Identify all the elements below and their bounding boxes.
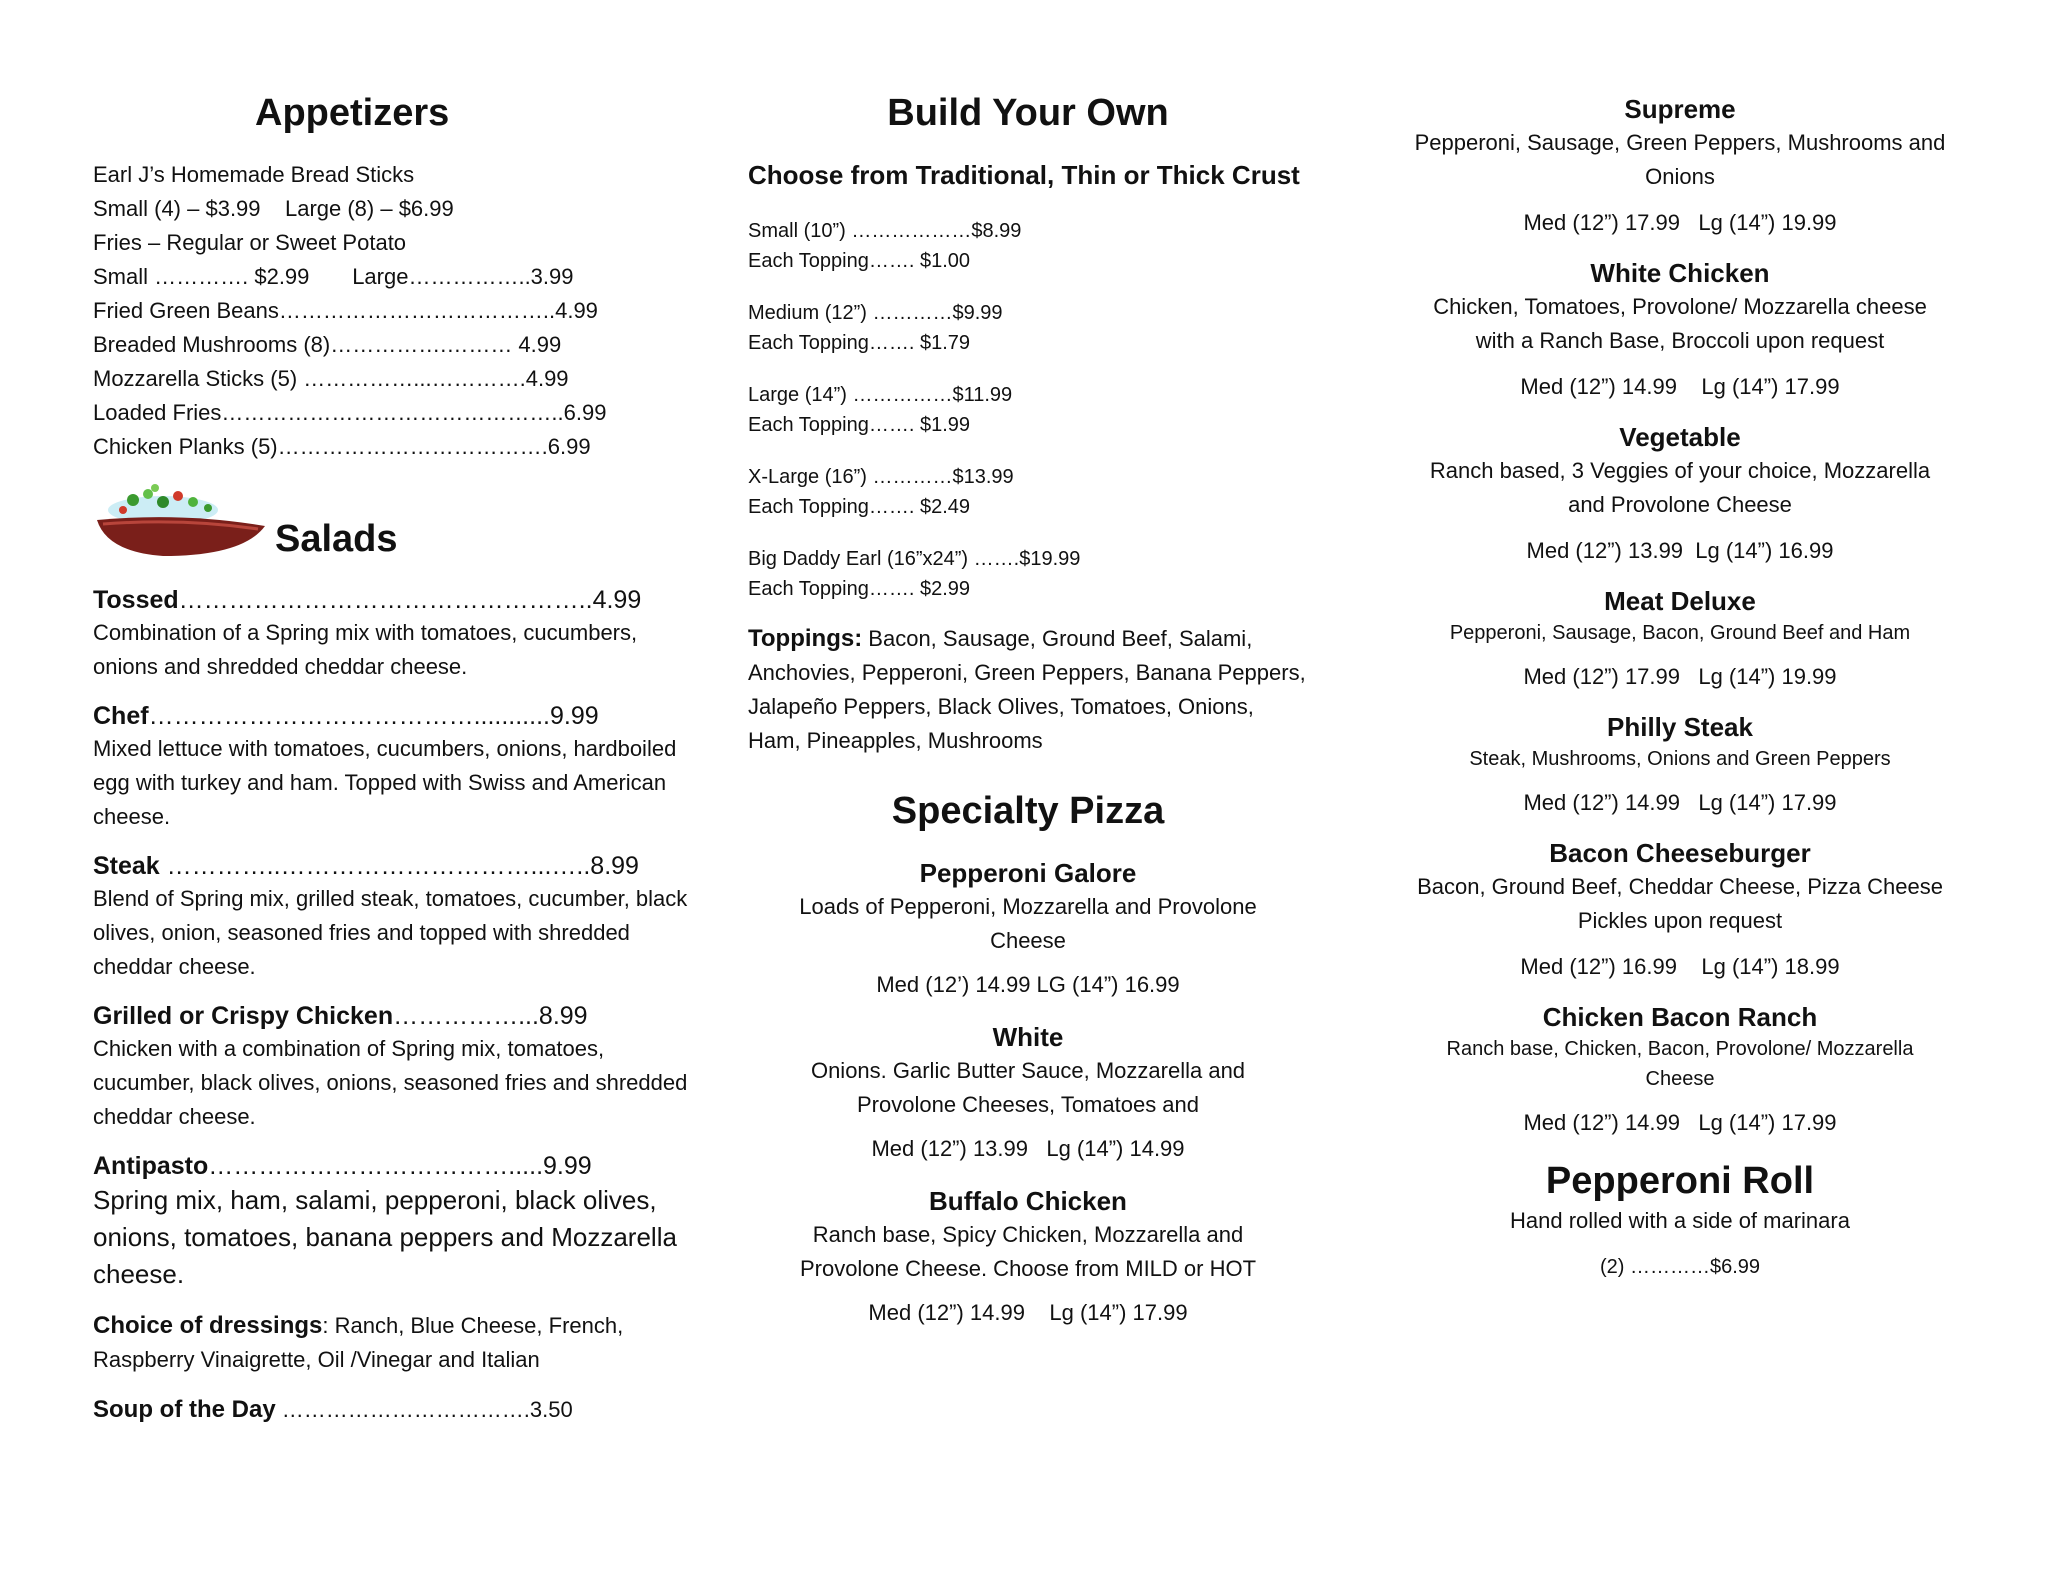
dressings-text: : Ranch, Blue Cheese, French, Raspberry Vinaigrette, Oil /Vinegar and Italian xyxy=(93,1313,624,1372)
pizza-name: Chicken Bacon Ranch xyxy=(1542,1002,1818,1032)
pizza-description: Steak, Mushrooms, Onions and Green Peppers xyxy=(1469,748,1891,770)
pizza-list xyxy=(1390,92,1970,1282)
crust-choice: Choose from Traditional, Thin or Thick Crust xyxy=(748,160,1300,190)
pizza-name: White xyxy=(992,1022,1064,1052)
pizza-price: Med (12”) 13.99 Lg (14”) 16.99 xyxy=(1526,538,1834,563)
size-price: Big Daddy Earl (16”x24”) …….$19.99 xyxy=(748,548,1081,570)
size-block xyxy=(748,462,1348,522)
pizza-description: Pepperoni, Sausage, Bacon, Ground Beef and Ham xyxy=(1449,622,1911,644)
pizza-price: Med (12”) 14.99 Lg (14”) 17.99 xyxy=(1523,790,1837,815)
pizza-name: Vegetable xyxy=(1619,422,1741,452)
specialty-list xyxy=(748,856,1308,1328)
salad-name: Tossed xyxy=(93,586,179,614)
pepperoni-roll-price: (2) …………$6.99 xyxy=(1599,1256,1761,1278)
pizza-name: Bacon Cheeseburger xyxy=(1549,838,1811,868)
soup-label: Soup of the Day xyxy=(93,1396,276,1423)
soup-price: …………………………….3.50 xyxy=(275,1397,573,1422)
salad-item xyxy=(93,700,693,834)
pizza-item xyxy=(1390,92,1970,238)
toppings-label: Toppings: xyxy=(748,625,863,652)
topping-price: Each Topping……. $2.49 xyxy=(748,496,971,518)
pizza-item xyxy=(1390,1000,1970,1138)
salad-price: …………………………………...........9.99 xyxy=(148,702,599,730)
appetizers-heading: Appetizers xyxy=(255,92,450,134)
specialty-item xyxy=(748,856,1308,1000)
salad-item xyxy=(93,850,693,984)
salad-description: Blend of Spring mix, grilled steak, tomatoes, cucumber, black olives, onion, seasoned fries and topped with shredded cheddar cheese. xyxy=(93,886,688,979)
pizza-description: Chicken, Tomatoes, Provolone/ Mozzarella cheese with a Ranch Base, Broccoli upon request xyxy=(1433,294,1927,353)
appetizer-line: Chicken Planks (5)……………………………….6.99 xyxy=(93,434,591,459)
size-block xyxy=(748,298,1348,358)
pizza-price: Med (12”) 14.99 Lg (14”) 17.99 xyxy=(868,1300,1188,1325)
specialty-item xyxy=(748,1184,1308,1328)
appetizers-list xyxy=(93,158,713,464)
pizza-price: Med (12’) 14.99 LG (14”) 16.99 xyxy=(876,972,1180,997)
pizza-name: White Chicken xyxy=(1590,258,1770,288)
salad-description: Mixed lettuce with tomatoes, cucumbers, onions, hardboiled egg with turkey and ham. Topped with Swiss and American cheese. xyxy=(93,736,677,829)
size-block xyxy=(748,544,1348,604)
pizza-description: Bacon, Ground Beef, Cheddar Cheese, Pizza Cheese Pickles upon request xyxy=(1417,874,1943,933)
size-list xyxy=(748,216,1348,758)
size-price: Large (14”) ……………$11.99 xyxy=(748,384,1013,406)
appetizer-line: Fries – Regular or Sweet Potato xyxy=(93,230,407,255)
soup-of-the-day xyxy=(93,1393,693,1427)
size-price: X-Large (16”) …………$13.99 xyxy=(748,466,1014,488)
toppings xyxy=(748,622,1308,758)
salad-item xyxy=(93,1150,693,1293)
pizza-item xyxy=(1390,420,1970,566)
salad-price: …………..…………………………...…..8.99 xyxy=(159,852,639,880)
pizza-description: Ranch based, 3 Veggies of your choice, Mozzarella and Provolone Cheese xyxy=(1429,458,1931,517)
salad-name: Antipasto xyxy=(93,1152,209,1180)
appetizer-line: Fried Green Beans………………………………..4.99 xyxy=(93,298,598,323)
pizza-item xyxy=(1390,256,1970,402)
pizza-price: Med (12”) 17.99 Lg (14”) 19.99 xyxy=(1523,664,1837,689)
pizza-item xyxy=(1390,836,1970,982)
salad-price: ……………………………….....9.99 xyxy=(208,1152,592,1180)
pizza-description: Onions. Garlic Butter Sauce, Mozzarella and Provolone Cheeses, Tomatoes and xyxy=(810,1058,1246,1117)
dressings-label: Choice of dressings xyxy=(93,1312,323,1339)
size-price: Medium (12”) …………$9.99 xyxy=(748,302,1003,324)
salad-description: Combination of a Spring mix with tomatoes, cucumbers, onions and shredded cheddar cheese. xyxy=(93,620,638,679)
pizza-description: Ranch base, Chicken, Bacon, Provolone/ Mozzarella Cheese xyxy=(1446,1038,1914,1090)
size-block xyxy=(748,380,1348,440)
salad-item xyxy=(93,584,693,684)
topping-price: Each Topping……. $1.79 xyxy=(748,332,971,354)
pizza-price: Med (12”) 17.99 Lg (14”) 19.99 xyxy=(1523,210,1837,235)
appetizer-line: Loaded Fries………………………………………..6.99 xyxy=(93,400,607,425)
topping-price: Each Topping……. $2.99 xyxy=(748,578,971,600)
salad-name: Steak xyxy=(93,852,160,880)
pizza-description: Ranch base, Spicy Chicken, Mozzarella and Provolone Cheese. Choose from MILD or HOT xyxy=(799,1222,1257,1281)
salad-description: Spring mix, ham, salami, pepperoni, black olives, onions, tomatoes, banana peppers and Mozzarella cheese. xyxy=(93,1185,677,1289)
appetizer-line: Small …………. $2.99 Large……………..3.99 xyxy=(93,264,574,289)
pizza-name: Philly Steak xyxy=(1607,712,1753,742)
pizza-description: Loads of Pepperoni, Mozzarella and Provolone Cheese xyxy=(799,894,1257,953)
salad-bowl-icon xyxy=(93,482,273,562)
appetizer-line: Earl J’s Homemade Bread Sticks xyxy=(93,162,415,187)
pizza-price: Med (12”) 14.99 Lg (14”) 17.99 xyxy=(1520,374,1840,399)
salad-price: …………………………………………..4.99 xyxy=(178,586,642,614)
pizza-name: Supreme xyxy=(1624,94,1736,124)
pizza-price: Med (12”) 16.99 Lg (14”) 18.99 xyxy=(1520,954,1840,979)
pizza-name: Meat Deluxe xyxy=(1604,586,1756,616)
appetizer-line: Small (4) – $3.99 Large (8) – $6.99 xyxy=(93,196,454,221)
pizza-item xyxy=(1390,584,1970,692)
salad-name: Grilled or Crispy Chicken xyxy=(93,1002,394,1030)
build-your-own-heading: Build Your Own xyxy=(887,92,1169,134)
salad-name: Chef xyxy=(93,702,149,730)
topping-price: Each Topping……. $1.00 xyxy=(748,250,971,272)
size-block xyxy=(748,216,1348,276)
dressings xyxy=(93,1309,693,1377)
appetizer-line: Breaded Mushrooms (8)…………….……… 4.99 xyxy=(93,332,562,357)
salads-list xyxy=(93,584,693,1427)
pizza-item xyxy=(1390,710,1970,818)
pizza-price: Med (12”) 14.99 Lg (14”) 17.99 xyxy=(1523,1110,1837,1135)
pepperoni-roll-description: Hand rolled with a side of marinara xyxy=(1510,1208,1850,1233)
salad-price: ……………...8.99 xyxy=(393,1002,588,1030)
specialty-pizza-heading: Specialty Pizza xyxy=(891,790,1165,832)
size-price: Small (10”) ………………$8.99 xyxy=(748,220,1022,242)
pizza-description: Pepperoni, Sausage, Green Peppers, Mushrooms and Onions xyxy=(1414,130,1946,189)
appetizer-line: Mozzarella Sticks (5) ……………...………….4.99 xyxy=(93,366,569,391)
specialty-item xyxy=(748,1020,1308,1164)
toppings-text: Bacon, Sausage, Ground Beef, Salami, Anchovies, Pepperoni, Green Peppers, Banana Peppers, Jalapeño Peppers, Black Olives, Tomatoes, Onions, Ham, Pineapples, Mushrooms xyxy=(748,626,1306,753)
pizza-name: Pepperoni Galore xyxy=(919,858,1137,888)
pizza-price: Med (12”) 13.99 Lg (14”) 14.99 xyxy=(871,1136,1185,1161)
pizza-name: Buffalo Chicken xyxy=(929,1186,1127,1216)
pepperoni-roll-heading: Pepperoni Roll xyxy=(1545,1160,1815,1202)
salad-item xyxy=(93,1000,693,1134)
salad-description: Chicken with a combination of Spring mix, tomatoes, cucumber, black olives, onions, seasoned fries and shredded cheddar cheese. xyxy=(93,1036,688,1129)
topping-price: Each Topping……. $1.99 xyxy=(748,414,971,436)
salads-heading: Salads xyxy=(275,518,398,560)
